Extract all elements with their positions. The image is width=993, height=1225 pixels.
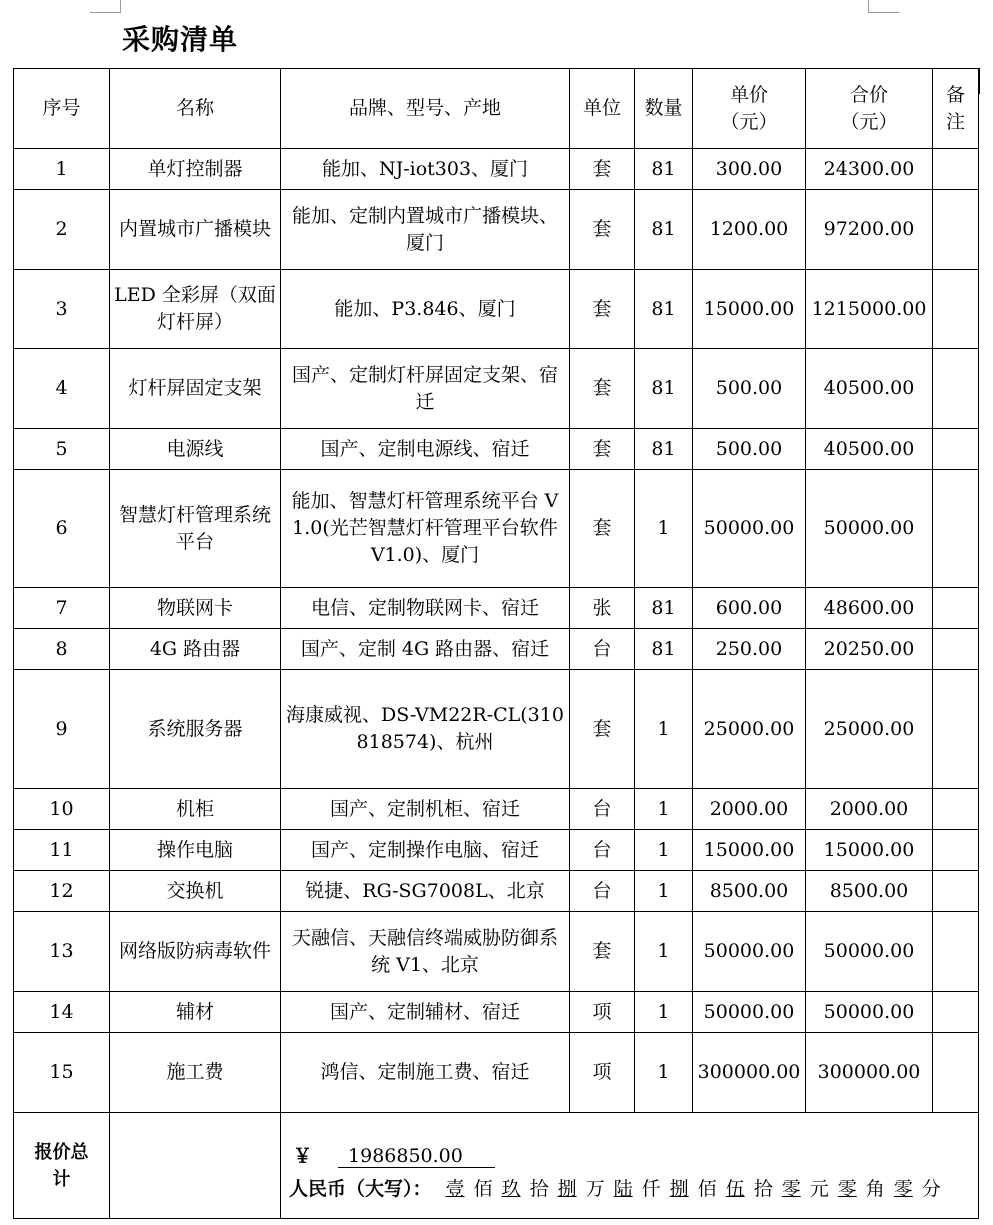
header-total: 合价（元） [806,69,933,149]
table-row [14,992,979,1033]
capital-digit: 捌 [557,1177,577,1200]
document-title: 采购清单 [122,23,239,56]
cell-total: 50000.00 [806,912,933,992]
cell-brand: 鸿信、定制施工费、宿迁 [281,1033,570,1113]
cell-remark [933,149,979,190]
cell-unit: 套 [570,270,635,349]
header-price: 单价（元） [693,69,806,149]
cell-no: 8 [14,629,110,670]
cell-no: 9 [14,670,110,789]
capital-unit: 佰 [473,1177,493,1200]
cell-no: 12 [14,871,110,912]
total-amount: 1986850.00 [338,1145,495,1168]
cell-price: 2000.00 [693,789,806,830]
cell-name: 单灯控制器 [110,149,281,190]
table-row [14,789,979,830]
cell-remark [933,670,979,789]
cell-no: 7 [14,588,110,629]
cell-unit: 台 [570,789,635,830]
cell-total: 2000.00 [806,789,933,830]
cell-price: 600.00 [693,588,806,629]
cell-name: 操作电脑 [110,830,281,871]
cell-brand: 天融信、天融信终端威胁防御系统 V1、北京 [281,912,570,992]
cell-remark [933,1033,979,1113]
cell-no: 14 [14,992,110,1033]
cell-no: 5 [14,429,110,470]
cell-remark [933,992,979,1033]
cell-price: 1200.00 [693,190,806,270]
cell-no: 1 [14,149,110,190]
capital-unit: 拾 [529,1177,549,1200]
table-row [14,270,979,349]
table-row [14,830,979,871]
cell-name: 交换机 [110,871,281,912]
cell-unit: 套 [570,349,635,429]
cell-qty: 1 [635,470,693,588]
cell-name: 机柜 [110,789,281,830]
cell-price: 250.00 [693,629,806,670]
cell-qty: 81 [635,588,693,629]
cell-price: 500.00 [693,349,806,429]
cell-remark [933,912,979,992]
capital-digit: 零 [781,1177,801,1200]
cell-price: 15000.00 [693,270,806,349]
cell-price: 300000.00 [693,1033,806,1113]
cell-name: 电源线 [110,429,281,470]
capital-unit: 角 [865,1177,885,1200]
capital-unit: 万 [585,1177,605,1200]
capital-digit: 陆 [613,1177,633,1200]
cell-brand: 国产、定制电源线、宿迁 [281,429,570,470]
capital-digit: 壹 [445,1177,465,1200]
cell-brand: 能加、智慧灯杆管理系统平台 V1.0(光芒智慧灯杆管理平台软件 V1.0)、厦门 [281,470,570,588]
cell-unit: 套 [570,149,635,190]
yen-symbol: ￥ [293,1144,313,1167]
capital-unit: 仟 [641,1177,661,1200]
cell-unit: 项 [570,1033,635,1113]
cell-total: 50000.00 [806,470,933,588]
cell-no: 15 [14,1033,110,1113]
cell-price: 50000.00 [693,992,806,1033]
cell-total: 8500.00 [806,871,933,912]
table-row [14,149,979,190]
cell-remark [933,830,979,871]
cell-total: 15000.00 [806,830,933,871]
cell-remark [933,270,979,349]
table-header-row [14,69,979,149]
cell-remark [933,789,979,830]
summary-label: 报价总计 [14,1113,110,1219]
table-row [14,190,979,270]
cell-brand: 能加、NJ-iot303、厦门 [281,149,570,190]
cell-name: 网络版防病毒软件 [110,912,281,992]
cell-unit: 台 [570,830,635,871]
cell-unit: 套 [570,912,635,992]
cell-total: 40500.00 [806,349,933,429]
cell-brand: 电信、定制物联网卡、宿迁 [281,588,570,629]
cell-total: 25000.00 [806,670,933,789]
cell-remark [933,629,979,670]
cell-unit: 台 [570,871,635,912]
cell-name: 内置城市广播模块 [110,190,281,270]
table-row [14,629,979,670]
header-name: 名称 [110,69,281,149]
header-unit: 单位 [570,69,635,149]
capital-unit: 分 [921,1177,941,1200]
cell-qty: 81 [635,429,693,470]
cell-no: 2 [14,190,110,270]
table-row [14,588,979,629]
cell-brand: 国产、定制操作电脑、宿迁 [281,830,570,871]
cell-no: 10 [14,789,110,830]
cell-name: 灯杆屏固定支架 [110,349,281,429]
cell-unit: 套 [570,190,635,270]
table-row [14,349,979,429]
cell-no: 11 [14,830,110,871]
cell-total: 50000.00 [806,992,933,1033]
cell-qty: 1 [635,1033,693,1113]
capital-unit: 拾 [753,1177,773,1200]
cell-qty: 1 [635,871,693,912]
cell-total: 20250.00 [806,629,933,670]
table-row [14,470,979,588]
cell-price: 50000.00 [693,912,806,992]
cell-unit: 项 [570,992,635,1033]
cell-price: 300.00 [693,149,806,190]
header-qty: 数量 [635,69,693,149]
capital-digit: 伍 [725,1177,745,1200]
table-row [14,912,979,992]
cell-total: 1215000.00 [806,270,933,349]
cell-brand: 海康威视、DS-VM22R-CL(310818574)、杭州 [281,670,570,789]
cell-remark [933,470,979,588]
cell-no: 13 [14,912,110,992]
capital-amount-label: 人民币（大写）： [289,1177,432,1200]
cell-qty: 81 [635,629,693,670]
cell-price: 25000.00 [693,670,806,789]
cell-brand: 国产、定制机柜、宿迁 [281,789,570,830]
table-row [14,1033,979,1113]
cell-unit: 套 [570,670,635,789]
cell-brand: 国产、定制 4G 路由器、宿迁 [281,629,570,670]
capital-unit: 元 [809,1177,829,1200]
cell-no: 4 [14,349,110,429]
cell-price: 500.00 [693,429,806,470]
cell-no: 6 [14,470,110,588]
purchase-list-table [13,68,979,1219]
cell-brand: 能加、定制内置城市广播模块、厦门 [281,190,570,270]
cell-qty: 1 [635,992,693,1033]
cell-remark [933,588,979,629]
table-row [14,670,979,789]
cell-remark [933,871,979,912]
table-row [14,429,979,470]
header-no: 序号 [14,69,110,149]
capital-digit: 玖 [501,1177,521,1200]
cell-brand: 能加、P3.846、厦门 [281,270,570,349]
cell-total: 48600.00 [806,588,933,629]
capital-digit: 零 [893,1177,913,1200]
cell-qty: 1 [635,830,693,871]
summary-spacer [110,1113,281,1219]
table-row [14,871,979,912]
page-corner-mark-right [868,0,899,13]
cell-unit: 张 [570,588,635,629]
cell-qty: 81 [635,349,693,429]
capital-digit: 零 [837,1177,857,1200]
cell-qty: 81 [635,270,693,349]
capital-digit: 捌 [669,1177,689,1200]
cell-total: 97200.00 [806,190,933,270]
cell-total: 24300.00 [806,149,933,190]
cell-unit: 台 [570,629,635,670]
header-remark: 备注 [933,69,979,149]
cell-price: 50000.00 [693,470,806,588]
header-brand: 品牌、型号、产地 [281,69,570,149]
summary-amount-cell [281,1113,979,1219]
cell-name: 施工费 [110,1033,281,1113]
cell-total: 40500.00 [806,429,933,470]
page-corner-mark-left [90,0,121,13]
cell-remark [933,429,979,470]
cell-price: 15000.00 [693,830,806,871]
cell-remark [933,190,979,270]
cell-name: 系统服务器 [110,670,281,789]
cell-qty: 81 [635,190,693,270]
cell-brand: 国产、定制灯杆屏固定支架、宿迁 [281,349,570,429]
capital-unit: 佰 [697,1177,717,1200]
cell-price: 8500.00 [693,871,806,912]
cell-brand: 锐捷、RG-SG7008L、北京 [281,871,570,912]
summary-row [14,1113,979,1219]
cell-name: 智慧灯杆管理系统平台 [110,470,281,588]
cell-name: LED 全彩屏（双面灯杆屏） [110,270,281,349]
cell-qty: 1 [635,789,693,830]
cell-qty: 81 [635,149,693,190]
cell-qty: 1 [635,912,693,992]
cell-no: 3 [14,270,110,349]
cell-unit: 套 [570,429,635,470]
cell-qty: 1 [635,670,693,789]
cell-remark [933,349,979,429]
cell-brand: 国产、定制辅材、宿迁 [281,992,570,1033]
cell-name: 物联网卡 [110,588,281,629]
cell-total: 300000.00 [806,1033,933,1113]
cell-name: 4G 路由器 [110,629,281,670]
cell-name: 辅材 [110,992,281,1033]
cell-unit: 套 [570,470,635,588]
